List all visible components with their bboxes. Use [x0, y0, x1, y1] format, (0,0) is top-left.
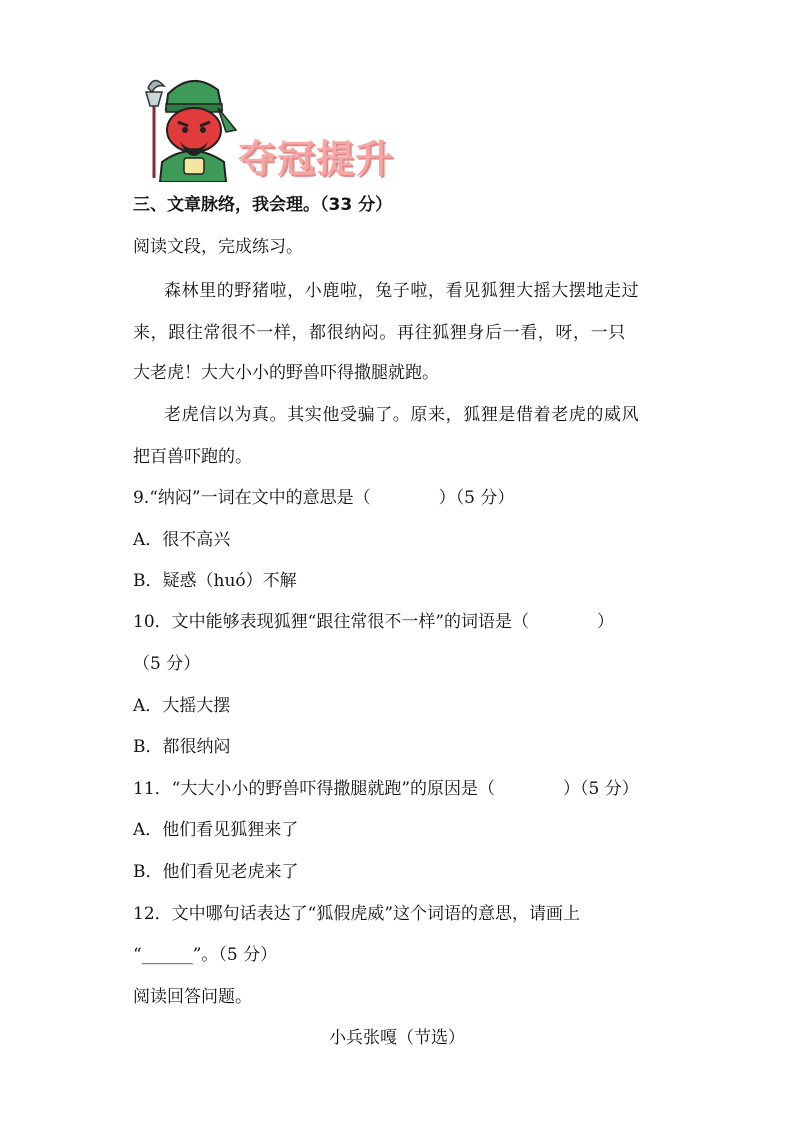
passage-line: 老虎信以为真。其实他受骗了。原来，狐狸是借着老虎的威风: [164, 405, 640, 425]
question-10-option-b: B．都很纳闷: [133, 737, 231, 757]
question-9-option-a: A．很不高兴: [133, 530, 231, 550]
question-11-option-a: A．他们看见狐狸来了: [133, 820, 299, 840]
question-9-option-b: B．疑惑（huó）不解: [133, 571, 297, 591]
passage-line: 森林里的野猪啦，小鹿啦，兔子啦，看见狐狸大摇大摆地走过: [164, 281, 640, 301]
question-10-stem: 10．文中能够表现狐狸“跟往常很不一样”的词语是（ ）: [133, 612, 615, 632]
section-heading: 三、文章脉络，我会理。（33 分）: [133, 195, 393, 215]
instruction-read: 阅读文段，完成练习。: [133, 237, 303, 257]
question-11-option-b: B．他们看见老虎来了: [133, 862, 299, 882]
general-mascot-icon: [140, 70, 250, 182]
instruction-answer: 阅读回答问题。: [133, 987, 252, 1007]
question-10-option-a: A．大摇大摆: [133, 696, 231, 716]
passage-line: 大老虎！大大小小的野兽吓得撒腿就跑。: [133, 363, 439, 383]
question-9-stem: 9.“纳闷”一词在文中的意思是（ ）（5 分）: [133, 488, 515, 508]
question-12-stem-cont: “______”。（5 分）: [133, 945, 278, 965]
badge-title: 夺冠提升: [238, 137, 395, 181]
passage-line: 把百兽吓跑的。: [133, 447, 252, 467]
question-11-stem: 11．“大大小小的野兽吓得撒腿就跑”的原因是（ ）（5 分）: [133, 779, 639, 799]
question-10-score: （5 分）: [133, 654, 201, 674]
question-12-stem: 12．文中哪句话表达了“狐假虎威”这个词语的意思，请画上: [133, 904, 581, 924]
next-passage-title: 小兵张嘎（节选）: [329, 1028, 465, 1048]
passage-line: 来，跟往常很不一样，都很纳闷。再往狐狸身后一看，呀，一只: [133, 323, 626, 343]
